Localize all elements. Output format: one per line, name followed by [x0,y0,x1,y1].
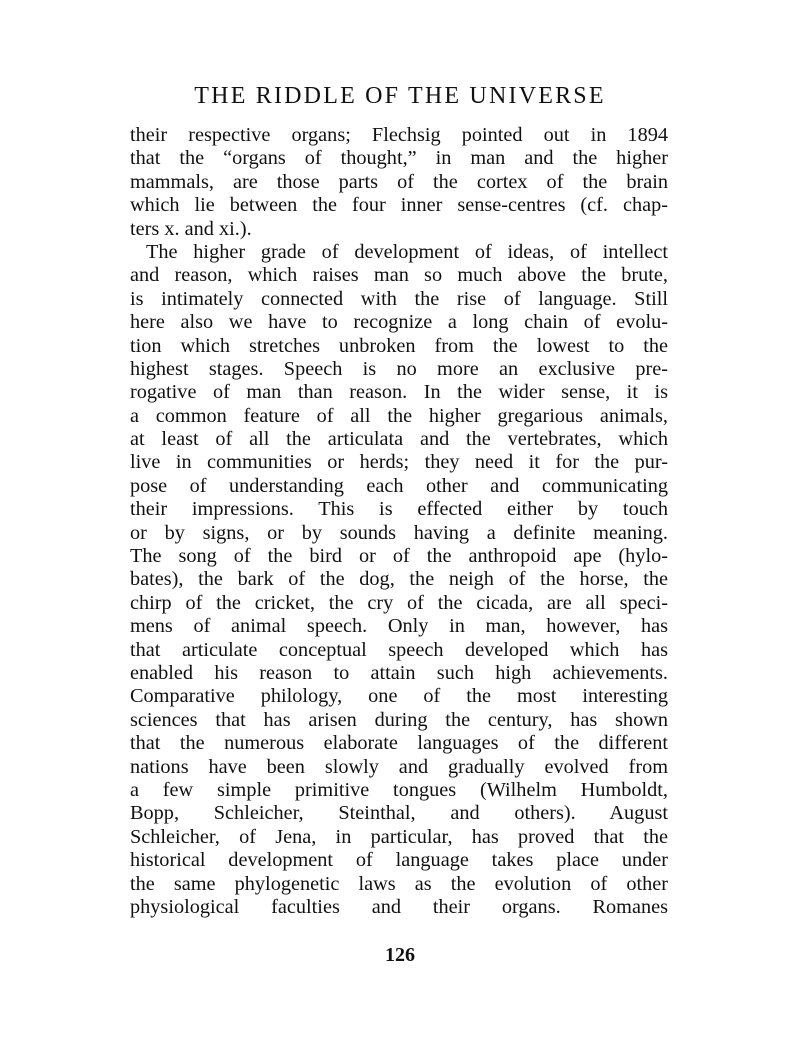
text-line: their impressions. This is effected either by touch [130,498,668,521]
text-line: physiological faculties and their organs. Romanes [130,895,668,918]
body-text [130,124,668,919]
text-line: ters x. and xi.). [130,217,252,240]
text-line: tion which stretches unbroken from the lowest to the [130,334,668,357]
text-line: here also we have to recognize a long chain of evolu- [130,311,668,334]
text-line: a common feature of all the higher gregarious animals, [130,404,668,427]
text-line: mammals, are those parts of the cortex of the brain [130,170,668,193]
text-line: at least of all the articulata and the vertebrates, which [130,428,668,451]
text-line: and reason, which raises man so much above the brute, [130,264,668,287]
text-line: Schleicher, of Jena, in particular, has proved that the [130,825,668,848]
text-line: sciences that has arisen during the century, has shown [130,708,668,731]
text-line: mens of animal speech. Only in man, however, has [130,615,668,638]
text-line: which lie between the four inner sense-centres (cf. chap- [130,194,668,217]
text-line: that the numerous elaborate languages of the different [130,732,668,755]
text-line: that the “organs of thought,” in man and the higher [130,147,668,170]
text-line: chirp of the cricket, the cry of the cicada, are all speci- [130,591,668,614]
text-line: enabled his reason to attain such high achievements. [130,661,668,684]
text-line: the same phylogenetic laws as the evolution of other [130,872,668,895]
text-line: pose of understanding each other and communicating [130,474,668,497]
text-line: their respective organs; Flechsig pointed out in 1894 [130,124,668,146]
text-line: live in communities or herds; they need it for the pur- [130,451,668,474]
page-number: 126 [385,944,415,966]
text-line: is intimately connected with the rise of language. Still [130,287,668,310]
running-head: THE RIDDLE OF THE UNIVERSE [194,83,606,109]
text-line: Bopp, Schleicher, Steinthal, and others). August [130,802,668,825]
text-line: a few simple primitive tongues (Wilhelm Humboldt, [130,778,668,801]
text-line: The higher grade of development of ideas, of intellect [146,240,668,263]
text-line: historical development of language takes place under [130,849,668,872]
text-line: rogative of man than reason. In the wider sense, it is [130,381,668,404]
text-line: The song of the bird or of the anthropoid ape (hylo- [130,545,668,568]
text-line: nations have been slowly and gradually evolved from [130,755,668,778]
text-line: or by signs, or by sounds having a definite meaning. [130,521,668,544]
text-line: highest stages. Speech is no more an exclusive pre- [130,357,668,380]
text-line: that articulate conceptual speech developed which has [130,638,668,661]
text-line: Comparative philology, one of the most interesting [130,685,668,708]
text-line: bates), the bark of the dog, the neigh of the horse, the [130,568,668,591]
